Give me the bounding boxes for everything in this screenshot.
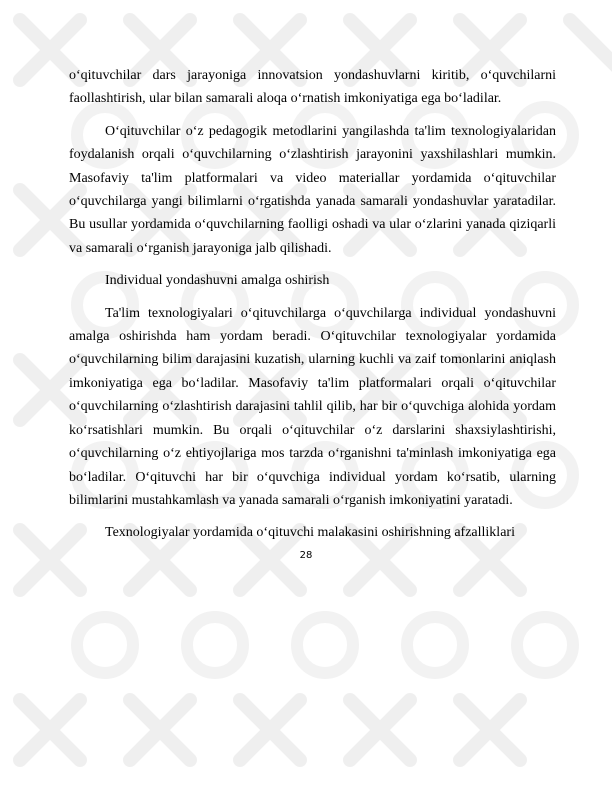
paragraph-individual-approach: Ta'lim texnologiyalari o‘qituvchilarga o‘quvchilarga individual yondashuvni amalga oshirishda ham yordam beradi. O‘qituvchilar texnologiyalar yordamida o‘quvchilarning bilim darajasini kuzatish, ularning kuchli va zaif tomonlarini aniqlash imkoniyatiga ega bo‘ladilar. Masofaviy ta'lim platformalari orqali o‘qituvchilar o‘quvchilarning o‘zlashtirish darajasini tahlil qilib, har bir o‘quvchiga alohida yordam ko‘rsatishlari mumkin. Bu orqali o‘qituvchilar o‘z darslarini shaxsiylashtirishi, o‘quvchilarning o‘z ehtiyojlariga mos tarzda o‘rganishni ta'minlash imkoniyatiga ega bo‘ladilar. O‘qituvchi har bir o‘quvchiga individual yordam ko‘rsatib, ularning bilimlarini mustahkamlash va yanada samarali o‘rganish imkoniyatini yaratadi.	[69, 305, 556, 508]
section-heading-individual-approach: Individual yondashuvni amalga oshirish	[105, 273, 330, 289]
paragraph-pedagogical-methods: O‘qituvchilar o‘z pedagogik metodlarini yangilashda ta'lim texnologiyalaridan foydalanish orqali o‘quvchilarning o‘zlashtirish jarayonini yaxshilashlari mumkin. Masofaviy ta'lim platformalari va video materiallar yordamida o‘qituvchilar o‘quvchilarga yangi bilimlarni o‘rgatishda yanada samarali yondashuvlar yaratadilar. Bu usullar yordamida o‘quvchilarning faolligi oshadi va ular o‘zlarini yanada qiziqarli va samarali o‘rganish jarayoniga jalb qilishadi.	[69, 123, 556, 256]
paragraph-intro-continuation: o‘qituvchilar dars jarayoniga innovatsion yondashuvlarni kiritib, o‘quvchilarni faollashtirish, ular bilan samarali aloqa o‘rnatish imkoniyatiga ega bo‘ladilar.	[69, 68, 556, 107]
page-number: 28	[299, 550, 313, 561]
section-heading-teacher-qualification: Texnologiyalar yordamida o‘qituvchi malakasini oshirishning afzalliklari	[105, 525, 515, 541]
page-body	[69, 64, 556, 554]
